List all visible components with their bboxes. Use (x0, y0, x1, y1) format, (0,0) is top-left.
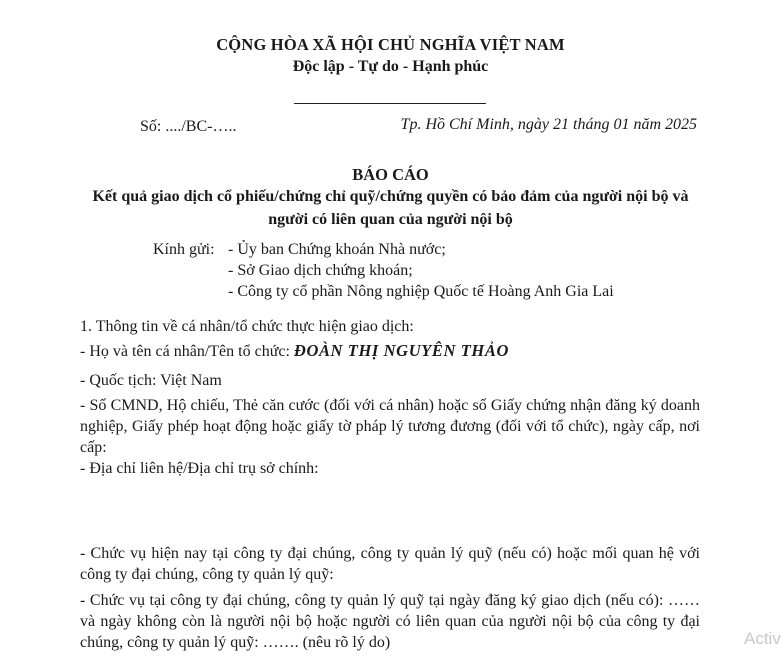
name-value: ĐOÀN THỊ NGUYÊN THẢO (293, 341, 509, 360)
motto: Độc lập - Tự do - Hạnh phúc (292, 58, 489, 75)
id-info-text: - Số CMND, Hộ chiếu, Thẻ căn cước (đối với cá nhân) hoặc số Giấy chứng nhận đăng ký doanh nghiệp, Giấy phép hoạt động hoặc giấy tờ pháp lý tương đương (đối với tổ chức), ngày cấp, nơi cấp: (80, 397, 700, 456)
report-title: BÁO CÁO (352, 165, 429, 184)
current-position-text: - Chức vụ hiện nay tại công ty đại chúng, công ty quản lý quỹ (nếu có) hoặc mối quan hệ với công ty đại chúng, công ty quản lý quỹ: (80, 545, 700, 583)
address-label: - Địa chỉ liên hệ/Địa chỉ trụ sở chính: (80, 460, 319, 477)
recipient-item: - Sở Giao dịch chứng khoán; (228, 262, 413, 279)
recipients-label: Kính gửi: (153, 241, 215, 258)
report-subtitle-line2: người có liên quan của người nội bộ (268, 211, 513, 228)
name-label: - Họ và tên cá nhân/Tên tổ chức: (80, 343, 294, 360)
section1-heading: 1. Thông tin về cá nhân/tổ chức thực hiện giao dịch: (80, 318, 414, 335)
national-header: CỘNG HÒA XÃ HỘI CHỦ NGHĨA VIỆT NAM (216, 35, 565, 54)
nationality-value: Việt Nam (160, 372, 222, 389)
nationality-row (80, 372, 222, 390)
document-number: Số: ..../BC-….. (140, 118, 237, 135)
nationality-label: - Quốc tịch: (80, 372, 161, 389)
recipient-item: - Ủy ban Chứng khoán Nhà nước; (228, 241, 446, 258)
report-subtitle-line1: Kết quả giao dịch cổ phiếu/chứng chỉ quỹ/chứng quyền có bảo đảm của người nội bộ và (92, 188, 689, 205)
header-divider (294, 103, 486, 104)
name-row (80, 341, 509, 361)
recipient-item: - Công ty cổ phần Nông nghiệp Quốc tế Hoàng Anh Gia Lai (228, 283, 614, 300)
place-date: Tp. Hồ Chí Minh, ngày 21 tháng 01 năm 2025 (400, 116, 697, 133)
activation-watermark: Activ (744, 629, 781, 648)
registration-position-text: - Chức vụ tại công ty đại chúng, công ty quản lý quỹ tại ngày đăng ký giao dịch (nếu có): …… và ngày không còn là người nội bộ hoặc người có liên quan của người nội bộ của công ty đại chúng, công ty quản lý quỹ: ……. (nêu rõ lý do) (80, 592, 700, 651)
